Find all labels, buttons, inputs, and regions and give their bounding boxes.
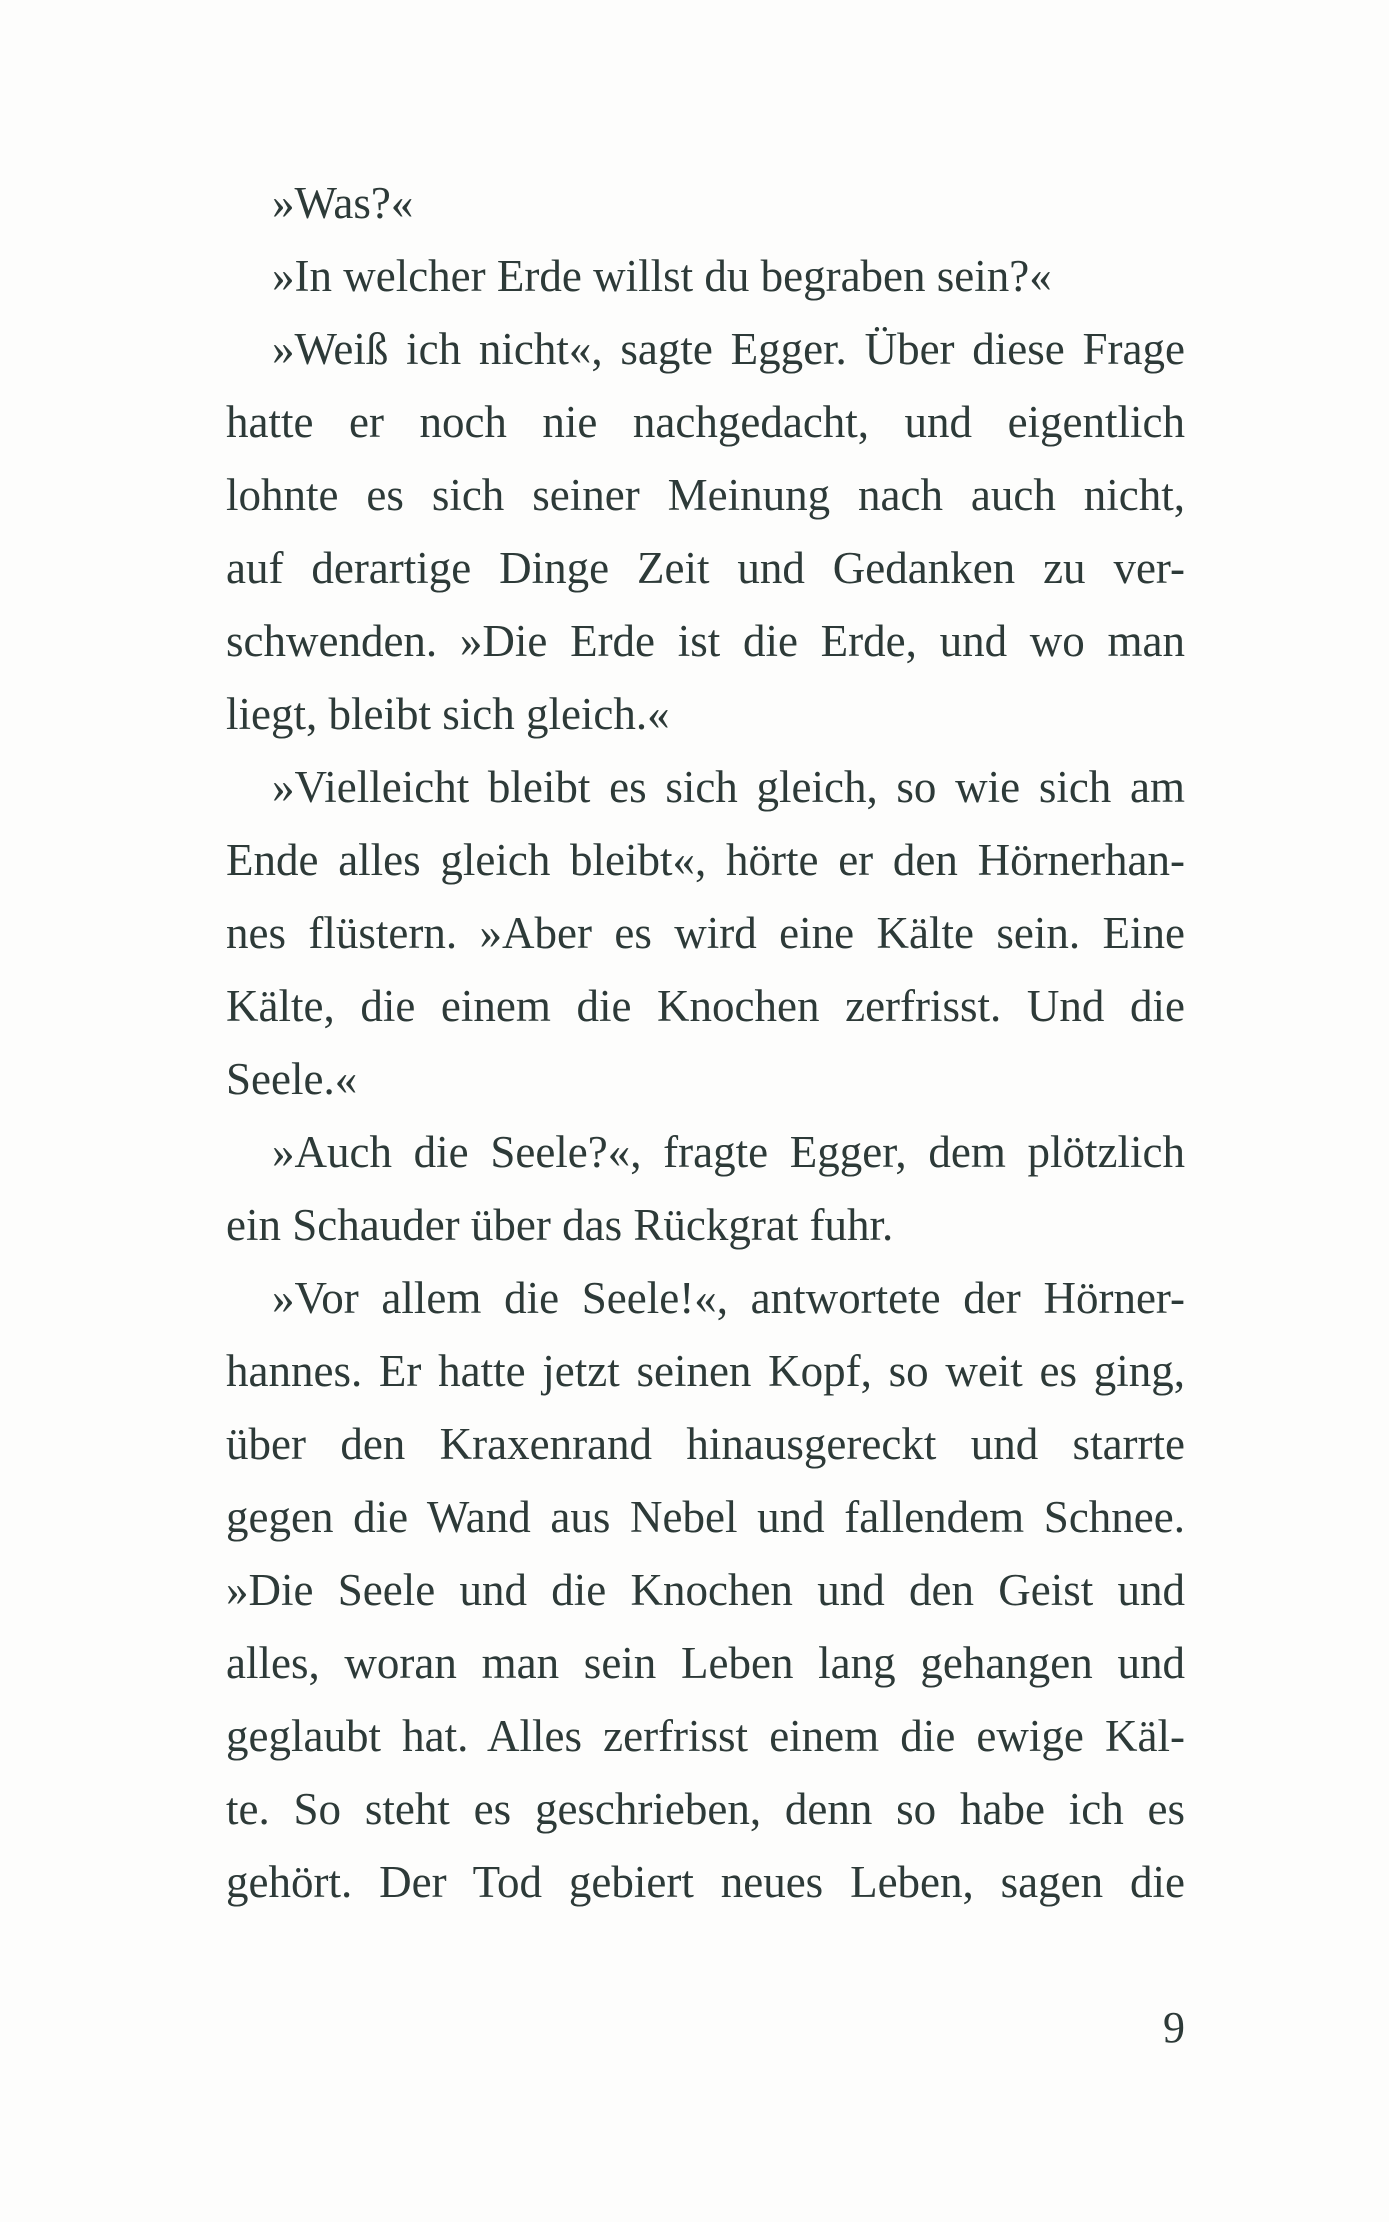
text-line: lohnte es sich seiner Meinung nach auch nicht, xyxy=(226,470,1185,520)
page-number: 9 xyxy=(1163,2003,1185,2052)
text-line: schwenden. »Die Erde ist die Erde, und wo man xyxy=(226,616,1185,666)
text-line: hannes. Er hatte jetzt seinen Kopf, so weit es ging, xyxy=(226,1346,1185,1396)
text-line: Seele.« xyxy=(226,1054,358,1104)
text-line: »Was?« xyxy=(272,178,414,228)
text-line: te. So steht es geschrieben, denn so habe ich es xyxy=(226,1784,1185,1834)
text-line: nes flüstern. »Aber es wird eine Kälte sein. Eine xyxy=(226,908,1185,958)
text-line: »Weiß ich nicht«, sagte Egger. Über diese Frage xyxy=(272,324,1185,374)
text-line: gegen die Wand aus Nebel und fallendem Schnee. xyxy=(226,1492,1185,1542)
text-line: »Auch die Seele?«, fragte Egger, dem plötzlich xyxy=(272,1127,1185,1177)
text-line: hatte er noch nie nachgedacht, und eigentlich xyxy=(226,397,1185,447)
text-line: auf derartige Dinge Zeit und Gedanken zu ver- xyxy=(226,543,1185,593)
text-line: »Vielleicht bleibt es sich gleich, so wie sich am xyxy=(272,762,1185,812)
text-line: »In welcher Erde willst du begraben sein?« xyxy=(272,251,1052,301)
text-line: liegt, bleibt sich gleich.« xyxy=(226,689,670,739)
text-line: »Die Seele und die Knochen und den Geist und xyxy=(226,1565,1185,1615)
text-line: geglaubt hat. Alles zerfrisst einem die ewige Käl- xyxy=(226,1711,1185,1761)
text-line: alles, woran man sein Leben lang gehangen und xyxy=(226,1638,1185,1688)
text-line: ein Schauder über das Rückgrat fuhr. xyxy=(226,1200,894,1250)
text-line: »Vor allem die Seele!«, antwortete der Hörner- xyxy=(272,1273,1185,1323)
text-line: über den Kraxenrand hinausgereckt und starrte xyxy=(226,1419,1185,1469)
text-line: Kälte, die einem die Knochen zerfrisst. Und die xyxy=(226,981,1185,1031)
text-line: Ende alles gleich bleibt«, hörte er den Hörnerhan- xyxy=(226,835,1185,885)
text-block xyxy=(226,167,1185,1919)
text-line: gehört. Der Tod gebiert neues Leben, sagen die xyxy=(226,1857,1185,1907)
